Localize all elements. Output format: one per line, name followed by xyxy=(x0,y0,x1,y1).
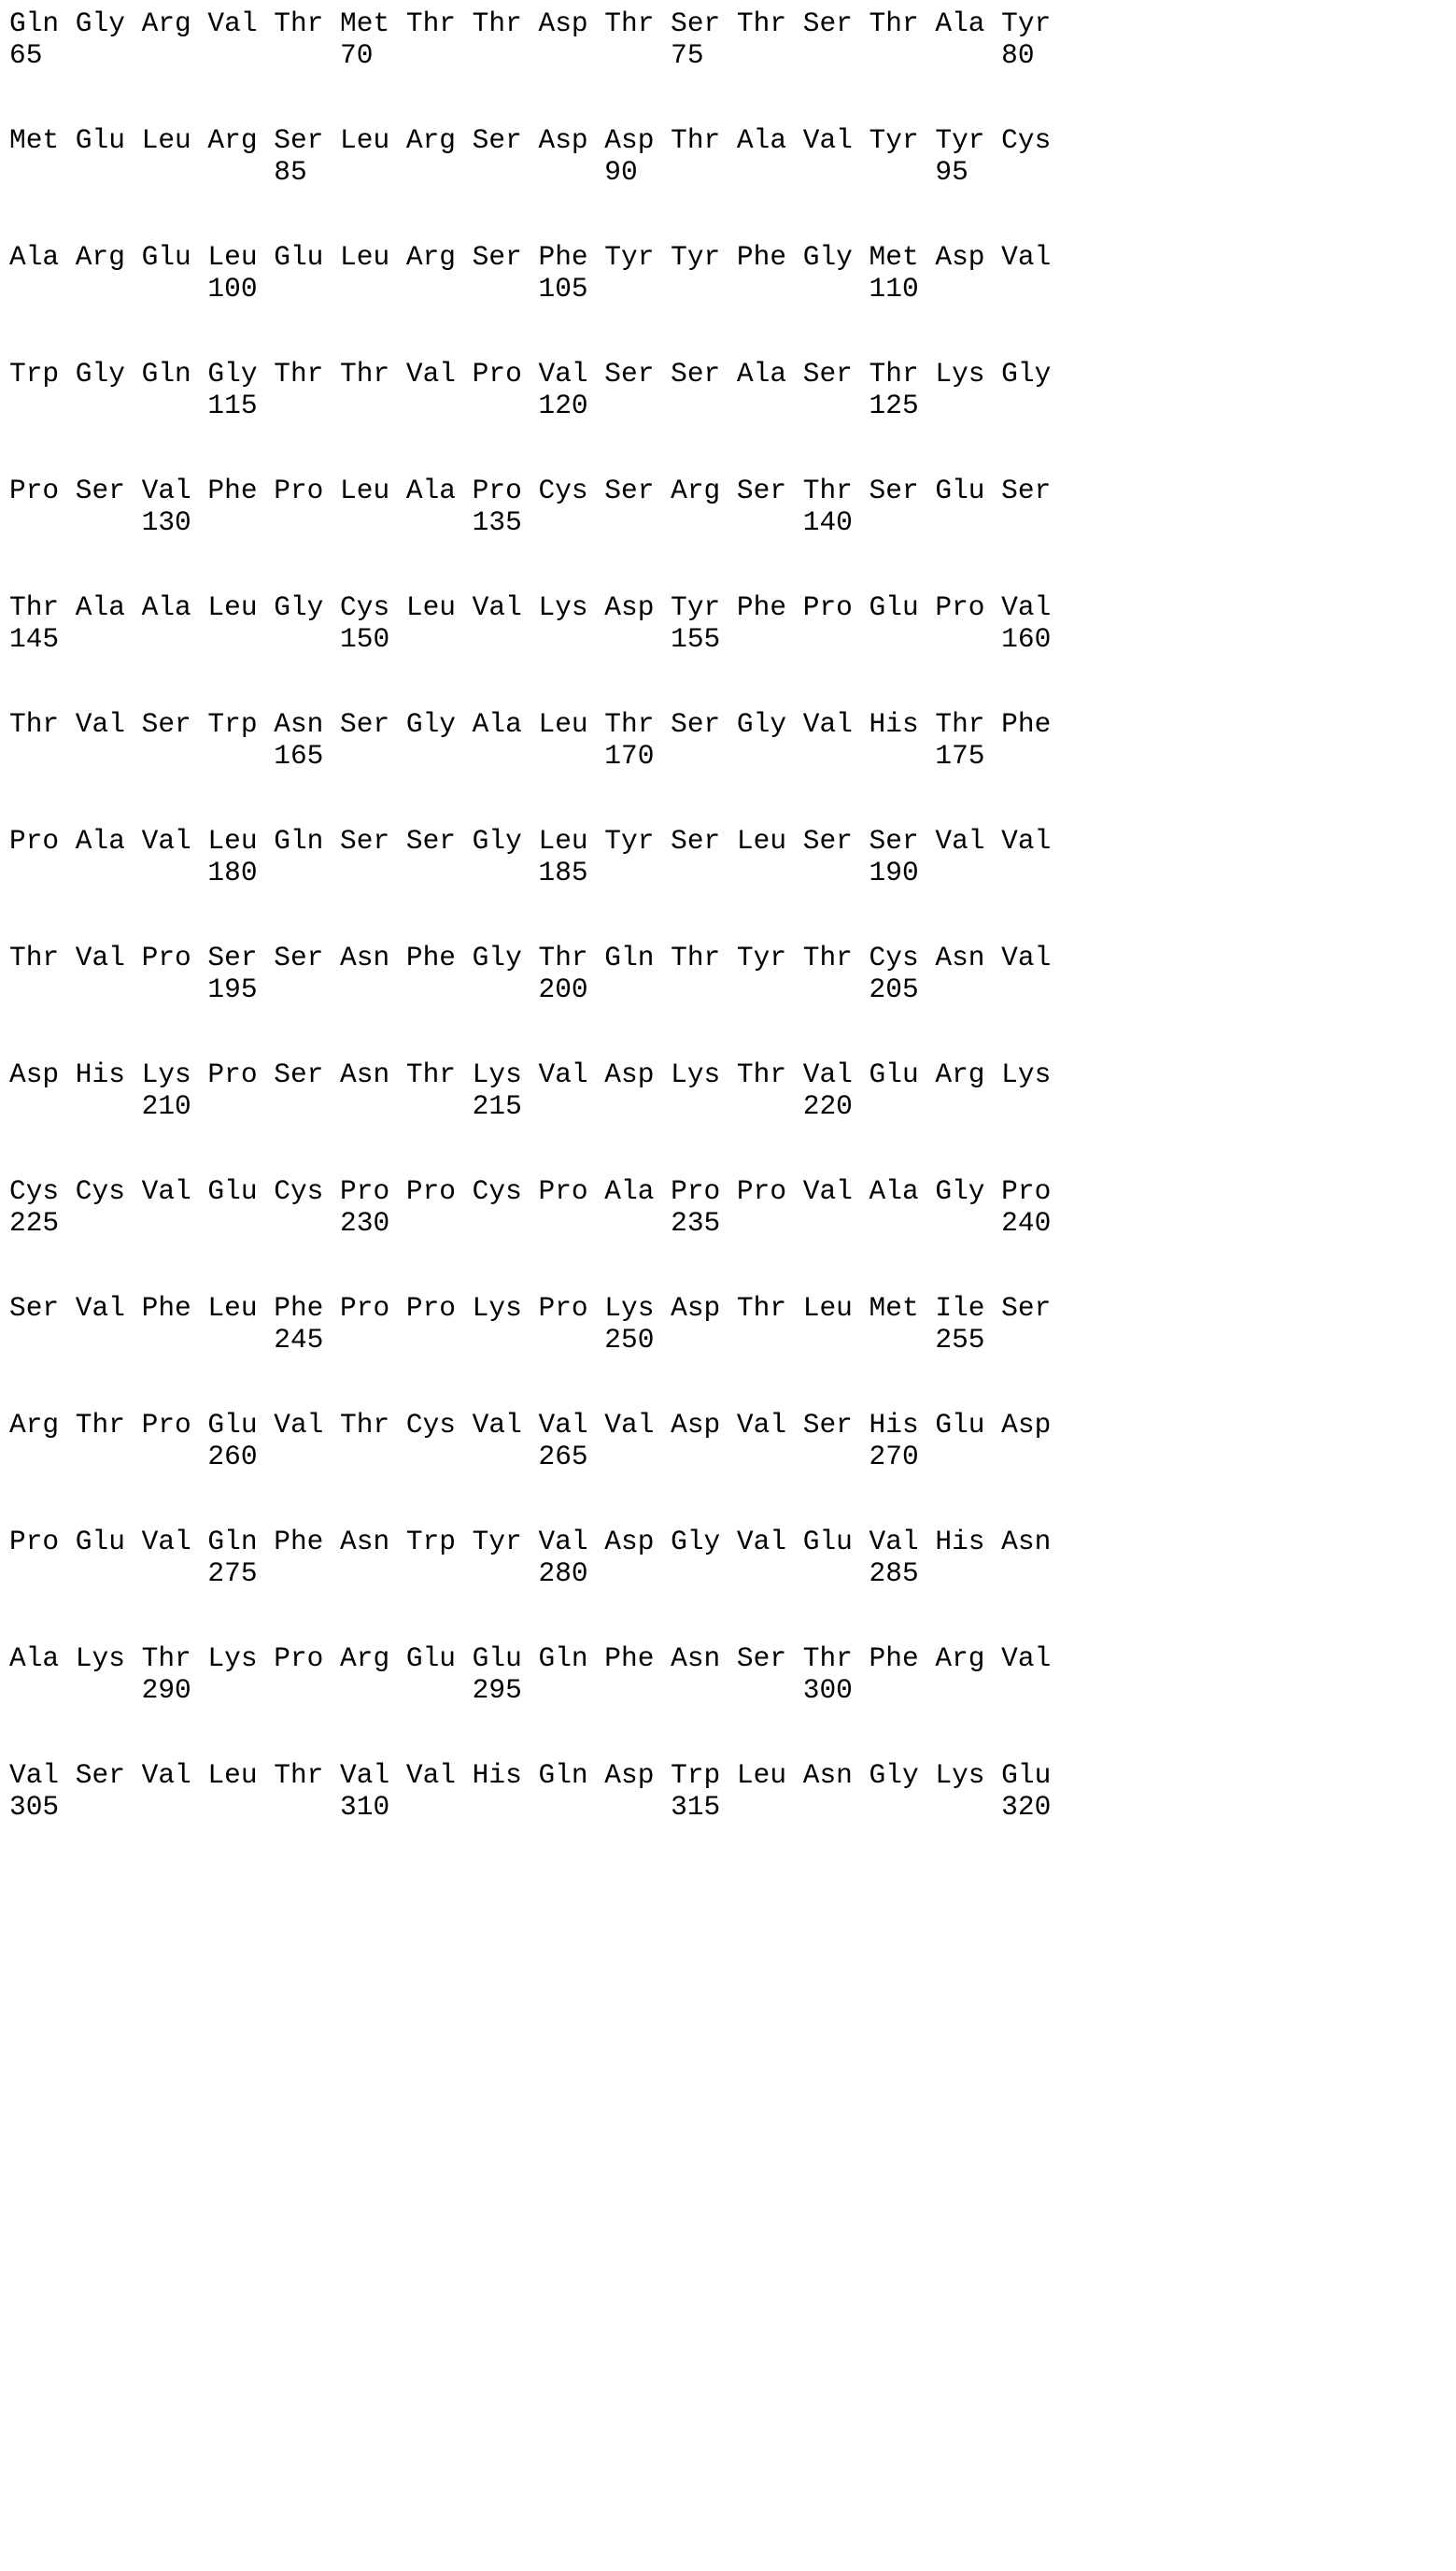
sequence-block xyxy=(9,241,1456,305)
residue-row: Thr Val Ser Trp Asn Ser Gly Ala Leu Thr Ser Gly Val His Thr Phe xyxy=(9,708,1052,740)
residue-number-row: 115 120 125 xyxy=(9,390,919,421)
residue-row: Gln Gly Arg Val Thr Met Thr Thr Asp Thr Ser Thr Ser Thr Ala Tyr xyxy=(9,7,1052,39)
residue-number-row: 145 150 155 160 xyxy=(9,623,1052,655)
residue-row: Pro Ala Val Leu Gln Ser Ser Gly Leu Tyr Ser Leu Ser Ser Val Val xyxy=(9,825,1052,857)
sequence-block xyxy=(9,591,1456,655)
residue-number-row: 180 185 190 xyxy=(9,857,919,888)
residue-number-row: 225 230 235 240 xyxy=(9,1207,1052,1239)
sequence-block xyxy=(9,124,1456,188)
residue-number-row: 210 215 220 xyxy=(9,1090,853,1122)
residue-row: Thr Ala Ala Leu Gly Cys Leu Val Lys Asp Tyr Phe Pro Glu Pro Val xyxy=(9,591,1052,623)
residue-row: Trp Gly Gln Gly Thr Thr Val Pro Val Ser Ser Ala Ser Thr Lys Gly xyxy=(9,358,1052,390)
sequence-block xyxy=(9,942,1456,1005)
residue-row: Ala Lys Thr Lys Pro Arg Glu Glu Gln Phe Asn Ser Thr Phe Arg Val xyxy=(9,1642,1052,1674)
residue-number-row: 275 280 285 xyxy=(9,1557,919,1589)
residue-number-row: 100 105 110 xyxy=(9,273,919,305)
residue-row: Met Glu Leu Arg Ser Leu Arg Ser Asp Asp Thr Ala Val Tyr Tyr Cys xyxy=(9,124,1052,156)
sequence-block xyxy=(9,1409,1456,1472)
sequence-block xyxy=(9,358,1456,421)
residue-number-row: 165 170 175 xyxy=(9,740,985,772)
residue-row: Thr Val Pro Ser Ser Asn Phe Gly Thr Gln Thr Tyr Thr Cys Asn Val xyxy=(9,942,1052,973)
residue-number-row: 290 295 300 xyxy=(9,1674,853,1706)
residue-row: Ser Val Phe Leu Phe Pro Pro Lys Pro Lys Asp Thr Leu Met Ile Ser xyxy=(9,1292,1052,1324)
sequence-block xyxy=(9,1292,1456,1356)
sequence-block xyxy=(9,825,1456,888)
sequence-block xyxy=(9,708,1456,772)
residue-number-row: 130 135 140 xyxy=(9,506,853,538)
residue-number-row: 305 310 315 320 xyxy=(9,1791,1052,1823)
sequence-block xyxy=(9,1526,1456,1589)
sequence-block xyxy=(9,1759,1456,1823)
sequence-blocks-container xyxy=(9,7,1456,1823)
residue-number-row: 85 90 95 xyxy=(9,156,968,188)
sequence-block xyxy=(9,7,1456,71)
residue-row: Cys Cys Val Glu Cys Pro Pro Cys Pro Ala Pro Pro Val Ala Gly Pro xyxy=(9,1175,1052,1207)
residue-number-row: 245 250 255 xyxy=(9,1324,985,1356)
residue-number-row: 260 265 270 xyxy=(9,1441,919,1472)
residue-row: Ala Arg Glu Leu Glu Leu Arg Ser Phe Tyr Tyr Phe Gly Met Asp Val xyxy=(9,241,1052,273)
residue-row: Arg Thr Pro Glu Val Thr Cys Val Val Val Asp Val Ser His Glu Asp xyxy=(9,1409,1052,1441)
residue-row: Asp His Lys Pro Ser Asn Thr Lys Val Asp Lys Thr Val Glu Arg Lys xyxy=(9,1058,1052,1090)
residue-number-row: 195 200 205 xyxy=(9,973,919,1005)
sequence-block xyxy=(9,475,1456,538)
sequence-block xyxy=(9,1175,1456,1239)
residue-row: Pro Glu Val Gln Phe Asn Trp Tyr Val Asp Gly Val Glu Val His Asn xyxy=(9,1526,1052,1557)
sequence-block xyxy=(9,1058,1456,1122)
sequence-block xyxy=(9,1642,1456,1706)
residue-number-row: 65 70 75 80 xyxy=(9,39,1035,71)
residue-row: Val Ser Val Leu Thr Val Val His Gln Asp Trp Leu Asn Gly Lys Glu xyxy=(9,1759,1052,1791)
residue-row: Pro Ser Val Phe Pro Leu Ala Pro Cys Ser Arg Ser Thr Ser Glu Ser xyxy=(9,475,1052,506)
